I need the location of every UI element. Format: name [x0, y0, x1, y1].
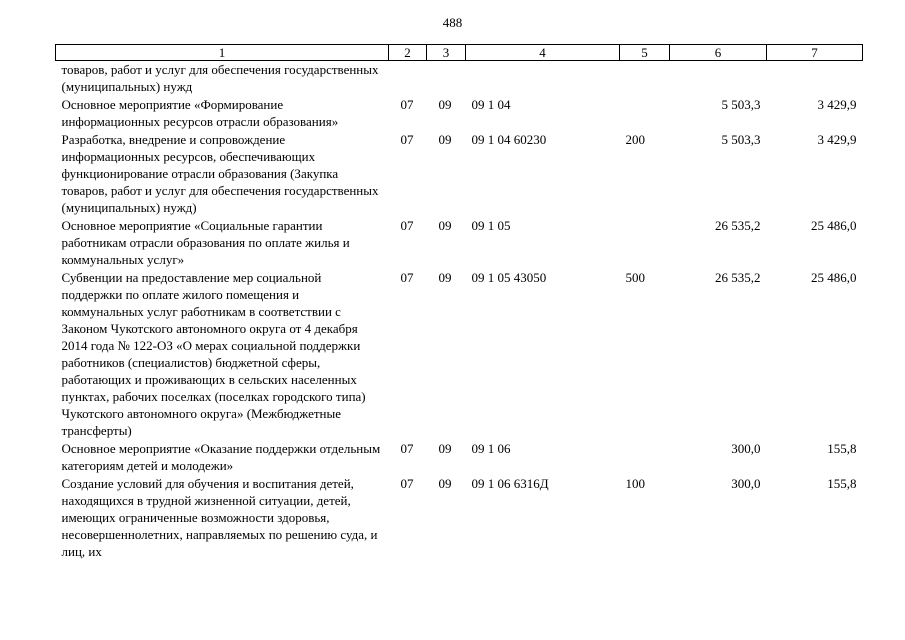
row-description: Разработка, внедрение и сопровождение информационных ресурсов, обеспечивающих функционирование отрасли образования (Закупка товаров, работ и услуг для обеспечения государственных (муниципальных) нужд) — [61, 132, 379, 215]
row-amount-planned: 26 535,2 — [715, 270, 761, 285]
row-subsection: 09 — [438, 132, 452, 147]
row-description: Основное мероприятие «Формирование информационных ресурсов отрасли образования» — [61, 97, 339, 129]
row-description: Основное мероприятие «Социальные гарантии работникам отрасли образования по оплате жилья и коммунальных услуг» — [61, 218, 350, 267]
row-description: товаров, работ и услуг для обеспечения государственных (муниципальных) нужд — [61, 62, 379, 94]
row-amount-planned: 300,0 — [731, 476, 761, 491]
table-row — [56, 96, 863, 131]
table-row — [56, 269, 863, 440]
column-number-row — [56, 45, 863, 61]
row-expense-type — [620, 440, 670, 475]
row-section — [389, 61, 427, 97]
row-description: Создание условий для обучения и воспитания детей, находящихся в трудной жизненной ситуации, детей, имеющих ограниченные возможности здоровья, несовершеннолетних, направляемых по решению суда, и лиц, их — [61, 476, 378, 559]
row-amount-planned: 26 535,2 — [715, 218, 761, 233]
row-section: 07 — [400, 218, 414, 233]
row-subsection: 09 — [438, 218, 452, 233]
column-header-3: 3 — [427, 45, 466, 61]
row-expense-type — [620, 217, 670, 269]
column-header-6: 6 — [670, 45, 767, 61]
row-description: Основное мероприятие «Оказание поддержки отдельным категориям детей и молодежи» — [61, 441, 381, 473]
row-section: 07 — [400, 270, 414, 285]
column-header-4: 4 — [466, 45, 620, 61]
row-expense-type: 500 — [625, 270, 645, 285]
table-row — [56, 440, 863, 475]
row-subsection: 09 — [438, 97, 452, 112]
row-expense-type — [620, 61, 670, 97]
row-subsection: 09 — [438, 476, 452, 491]
row-amount-planned: 5 503,3 — [721, 132, 761, 147]
row-section: 07 — [400, 132, 414, 147]
row-amount-executed: 25 486,0 — [811, 270, 857, 285]
row-expense-type: 200 — [625, 132, 645, 147]
column-header-1: 1 — [56, 45, 389, 61]
row-subsection: 09 — [438, 441, 452, 456]
row-target-code: 09 1 04 60230 — [471, 132, 547, 147]
row-section: 07 — [400, 441, 414, 456]
row-target-code — [466, 61, 620, 97]
row-target-code: 09 1 06 6316Д — [471, 476, 549, 491]
row-expense-type — [620, 96, 670, 131]
table-row — [56, 131, 863, 217]
page-number: 488 — [442, 15, 463, 30]
row-section: 07 — [400, 97, 414, 112]
table-row — [56, 61, 863, 97]
row-amount-executed: 3 429,9 — [817, 132, 857, 147]
column-header-5: 5 — [620, 45, 670, 61]
row-amount-planned: 300,0 — [731, 441, 761, 456]
row-target-code: 09 1 06 — [471, 441, 511, 456]
row-section: 07 — [400, 476, 414, 491]
row-amount-planned — [670, 61, 767, 97]
row-target-code: 09 1 04 — [471, 97, 511, 112]
table-row — [56, 217, 863, 269]
row-expense-type: 100 — [625, 476, 645, 491]
budget-table — [55, 44, 863, 561]
row-amount-executed: 155,8 — [827, 476, 857, 491]
table-row — [56, 475, 863, 561]
row-amount-planned: 5 503,3 — [721, 97, 761, 112]
row-description: Субвенции на предоставление мер социальной поддержки по оплате жилого помещения и коммунальных услуг работникам в соответствии с Законом Чукотского автономного округа от 4 декабря 2014 года № 122-ОЗ «О мерах социальной поддержки работников (специалистов) бюджетной сферы, работающих и проживающих в сельских населенных пунктах, рабочих поселках (поселках городского типа) Чукотского автономного округа» (Межбюджетные трансферты) — [61, 270, 366, 438]
row-amount-executed — [767, 61, 863, 97]
row-amount-executed: 155,8 — [827, 441, 857, 456]
row-subsection: 09 — [438, 270, 452, 285]
row-subsection — [427, 61, 466, 97]
row-amount-executed: 3 429,9 — [817, 97, 857, 112]
row-amount-executed: 25 486,0 — [811, 218, 857, 233]
column-header-2: 2 — [389, 45, 427, 61]
row-target-code: 09 1 05 — [471, 218, 511, 233]
column-header-7: 7 — [767, 45, 863, 61]
row-target-code: 09 1 05 43050 — [471, 270, 547, 285]
